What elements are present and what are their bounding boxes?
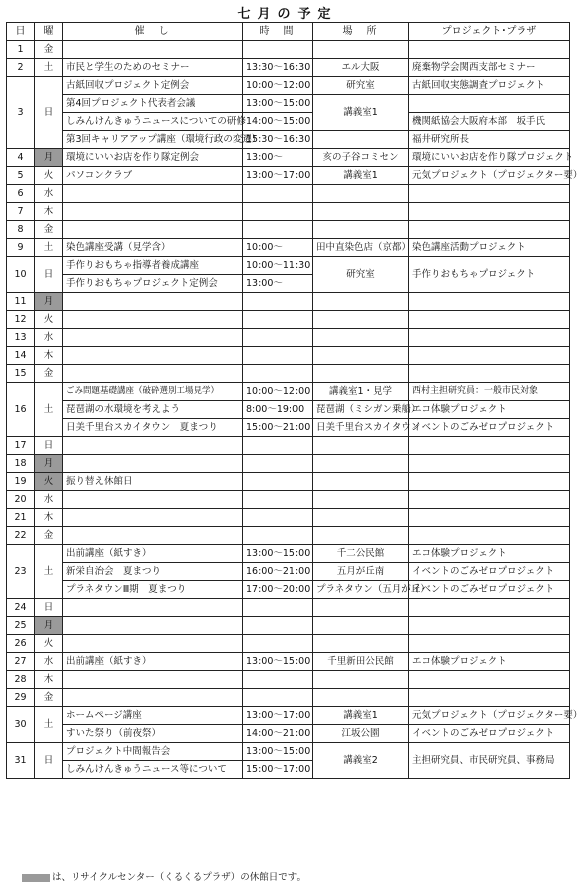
header-place: 場 所 [313,23,409,41]
day-cell: 15 [7,365,35,383]
day-cell: 6 [7,185,35,203]
time-cell: 14:00～15:00 [243,113,313,131]
table-row [7,473,570,491]
weekday-cell: 木 [35,671,63,689]
table-row [7,455,570,473]
table-row [7,383,570,401]
table-row [7,725,570,743]
event-cell: 手作りおもちゃ指導者養成講座 [63,257,243,275]
event-cell: すいた祭り（前夜祭） [63,725,243,743]
project-cell: 元気プロジェクト（プロジェクター要） [409,167,570,185]
weekday-cell-closed: 月 [35,617,63,635]
time-cell: 10:00～ [243,239,313,257]
day-cell: 1 [7,41,35,59]
place-cell: 研究室 [313,257,409,293]
weekday-cell: 水 [35,329,63,347]
day-cell: 28 [7,671,35,689]
table-row [7,95,570,113]
weekday-cell: 水 [35,491,63,509]
table-row [7,347,570,365]
place-cell: 講義室1 [313,707,409,725]
day-cell: 23 [7,545,35,599]
day-cell: 9 [7,239,35,257]
weekday-cell: 日 [35,257,63,293]
weekday-cell: 土 [35,59,63,77]
time-cell: 14:00～21:00 [243,725,313,743]
event-cell: しみんけんきゅうニュース等について [63,761,243,779]
day-cell: 26 [7,635,35,653]
table-row [7,365,570,383]
project-cell: 元気プロジェクト（プロジェクター要） [409,707,570,725]
weekday-cell: 日 [35,77,63,149]
weekday-cell: 土 [35,707,63,743]
weekday-cell: 火 [35,167,63,185]
place-cell: 講義室1 [313,167,409,185]
event-cell: ごみ問題基礎講座（破砕選別工場見学） [63,383,243,401]
day-cell: 29 [7,689,35,707]
time-cell: 15:00～17:00 [243,761,313,779]
project-cell: 西村主担研究員：一般市民対象 [409,383,570,401]
day-cell: 2 [7,59,35,77]
weekday-cell-closed: 月 [35,455,63,473]
time-cell: 13:00～15:00 [243,545,313,563]
place-cell: 亥の子谷コミセン [313,149,409,167]
header-event: 催 し [63,23,243,41]
event-cell: しみんけんきゅうニュースについての研修 [63,113,243,131]
weekday-cell: 土 [35,545,63,599]
day-cell: 24 [7,599,35,617]
day-cell: 5 [7,167,35,185]
time-cell: 13:00～15:00 [243,743,313,761]
table-row [7,599,570,617]
event-cell: 出前講座（紙すき） [63,545,243,563]
weekday-cell: 金 [35,365,63,383]
table-row [7,491,570,509]
day-cell: 13 [7,329,35,347]
weekday-cell: 金 [35,689,63,707]
place-cell: 江坂公園 [313,725,409,743]
time-cell: 8:00～19:00 [243,401,313,419]
place-cell: 日美千里台スカイタウン [313,419,409,437]
event-cell: プラネタウンⅢ期 夏まつり [63,581,243,599]
place-cell: エル大阪 [313,59,409,77]
place-cell: 講義室1・見学 [313,383,409,401]
weekday-cell: 土 [35,239,63,257]
day-cell: 22 [7,527,35,545]
table-row [7,707,570,725]
table-row [7,671,570,689]
time-cell: 13:00～15:00 [243,653,313,671]
weekday-cell: 火 [35,311,63,329]
place-cell: プラネタウン（五月が丘） [313,581,409,599]
event-cell: 新栄自治会 夏まつり [63,563,243,581]
table-row [7,131,570,149]
header-project: プロジェクト･プラザ [409,23,570,41]
time-cell: 13:00～ [243,149,313,167]
time-cell: 10:00～12:00 [243,383,313,401]
weekday-cell-closed: 火 [35,473,63,491]
time-cell: 13:00～17:00 [243,167,313,185]
time-cell: 16:00～21:00 [243,563,313,581]
day-cell: 10 [7,257,35,293]
day-cell: 12 [7,311,35,329]
weekday-cell: 水 [35,185,63,203]
weekday-cell: 木 [35,509,63,527]
project-cell: 廃棄物学会関西支部セミナー [409,59,570,77]
table-row [7,239,570,257]
place-cell: 千二公民館 [313,545,409,563]
project-cell: イベントのごみゼロプロジェクト [409,725,570,743]
project-cell [409,95,570,113]
project-cell: 手作りおもちゃプロジェクト [409,257,570,293]
footer-note [22,872,306,884]
weekday-cell: 金 [35,221,63,239]
day-cell: 21 [7,509,35,527]
event-cell: 日美千里台スカイタウン 夏まつり [63,419,243,437]
project-cell: 染色講座活動プロジェクト [409,239,570,257]
day-cell: 3 [7,77,35,149]
table-row [7,185,570,203]
day-cell: 31 [7,743,35,779]
table-row [7,59,570,77]
time-cell: 15:30～16:30 [243,131,313,149]
event-cell: 環境にいいお店を作り隊定例会 [63,149,243,167]
table-row [7,77,570,95]
weekday-cell: 木 [35,347,63,365]
place-cell: 琵琶湖（ミシガン乗船） [313,401,409,419]
time-cell: 10:00～11:30 [243,257,313,275]
table-row [7,545,570,563]
project-cell: 古紙回収実態調査プロジェクト [409,77,570,95]
time-cell: 13:30～16:30 [243,59,313,77]
weekday-cell: 木 [35,203,63,221]
weekday-cell: 金 [35,41,63,59]
table-row [7,743,570,761]
project-cell: 環境にいいお店を作り隊プロジェクト [409,149,570,167]
header-day: 日 [7,23,35,41]
time-cell: 10:00～12:00 [243,77,313,95]
project-cell: 機関紙協会大阪府本部 坂手氏 [409,113,570,131]
table-row [7,311,570,329]
time-cell: 17:00～20:00 [243,581,313,599]
event-cell: 市民と学生のためのセミナー [63,59,243,77]
closed-day-swatch [22,874,50,882]
table-row [7,437,570,455]
day-cell: 7 [7,203,35,221]
time-cell: 15:00～21:00 [243,419,313,437]
project-cell: イベントのごみゼロプロジェクト [409,563,570,581]
header-time: 時 間 [243,23,313,41]
time-cell: 13:00～15:00 [243,95,313,113]
table-row [7,653,570,671]
footer-note-text: は、リサイクルセンター（くるくるプラザ）の休館日です。 [52,872,307,883]
event-cell: 手作りおもちゃプロジェクト定例会 [63,275,243,293]
table-row [7,257,570,275]
weekday-cell-closed: 月 [35,293,63,311]
place-cell: 五月が丘南 [313,563,409,581]
project-cell: イベントのごみゼロプロジェクト [409,419,570,437]
table-row [7,563,570,581]
day-cell: 18 [7,455,35,473]
day-cell: 17 [7,437,35,455]
table-row [7,149,570,167]
event-cell: 琵琶湖の水環境を考えよう [63,401,243,419]
page-title: 七月の予定 [237,7,338,22]
project-cell: エコ体験プロジェクト [409,401,570,419]
table-row [7,113,570,131]
header-row [7,23,570,41]
event-cell: 染色講座受講（見学含） [63,239,243,257]
event-cell: 第3回キャリアアップ講座（環境行政の変遷） [63,131,243,149]
table-row [7,635,570,653]
day-cell: 19 [7,473,35,491]
event-cell: 古紙回収プロジェクト定例会 [63,77,243,95]
project-cell: 福井研究所長 [409,131,570,149]
header-weekday: 曜 [35,23,63,41]
day-cell: 11 [7,293,35,311]
day-cell: 8 [7,221,35,239]
table-row [7,293,570,311]
event-cell: パソコンクラブ [63,167,243,185]
day-cell: 20 [7,491,35,509]
weekday-cell-closed: 月 [35,149,63,167]
table-row [7,167,570,185]
day-cell: 14 [7,347,35,365]
day-cell: 16 [7,383,35,437]
place-cell: 研究室 [313,77,409,95]
project-cell: エコ体験プロジェクト [409,545,570,563]
table-row [7,689,570,707]
day-cell: 25 [7,617,35,635]
event-cell: プロジェクト中間報告会 [63,743,243,761]
project-cell: 主担研究員、市民研究員、事務局 [409,743,570,779]
event-cell: 出前講座（紙すき） [63,653,243,671]
event-cell: 第4回プロジェクト代表者会議 [63,95,243,113]
table-row [7,509,570,527]
project-cell: エコ体験プロジェクト [409,653,570,671]
day-cell: 4 [7,149,35,167]
table-row [7,401,570,419]
table-row [7,617,570,635]
event-cell: ホームページ講座 [63,707,243,725]
weekday-cell: 金 [35,527,63,545]
time-cell: 13:00～ [243,275,313,293]
table-row [7,527,570,545]
place-cell: 田中直染色店（京都） [313,239,409,257]
table-row [7,203,570,221]
weekday-cell: 日 [35,743,63,779]
table-row [7,419,570,437]
weekday-cell: 日 [35,437,63,455]
event-cell: 振り替え休館日 [63,473,243,491]
place-cell: 講義室2 [313,743,409,779]
weekday-cell: 土 [35,383,63,437]
schedule-table [6,22,582,779]
weekday-cell: 日 [35,599,63,617]
table-row [7,41,570,59]
table-row [7,221,570,239]
place-cell: 千里新田公民館 [313,653,409,671]
day-cell: 27 [7,653,35,671]
time-cell: 13:00～17:00 [243,707,313,725]
day-cell: 30 [7,707,35,743]
table-row [7,329,570,347]
project-cell: イベントのごみゼロプロジェクト [409,581,570,599]
place-cell: 講義室1 [313,95,409,131]
table-row [7,581,570,599]
weekday-cell: 水 [35,653,63,671]
weekday-cell: 火 [35,635,63,653]
